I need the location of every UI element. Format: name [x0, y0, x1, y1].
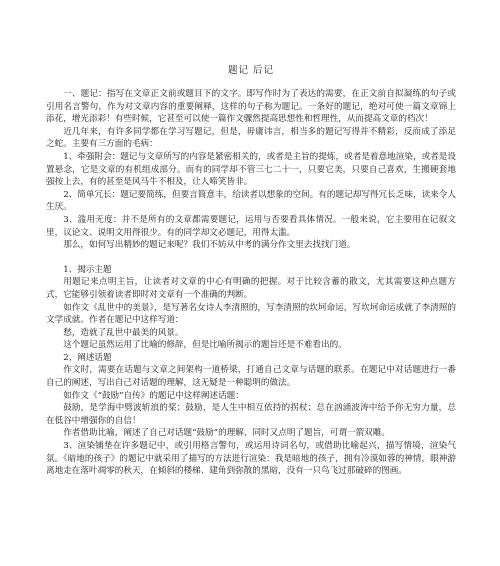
paragraph-definition: 一、题记：指写在文章正文前或题目下的文字。即写作时为了表达的需要，在正文前自拟凝练的句子或引用名言警句，作为对文章内容的重要阐释，这样的句子称为题记。一条好的题记，绝对可使一篇文章锦上添花，增光添彩！有些时候，它甚至可以使一篇作文骤然提高思想性和哲理性，从而提高文章的档次！	[46, 89, 456, 125]
paragraph-gap	[46, 252, 456, 264]
paragraph-section-2-body: 作文时，需要在话题与文章之间架构一道桥梁，打通自己文章与话题的联系。在题记中对话题进行一番自己的阐述，写出自己对话题的理解，这无疑是一种聪明的做法。	[46, 365, 456, 389]
paragraph-question: 那么，如何写出精妙的题记来呢？我们不妨从中考的满分作文里去找找门道。	[63, 240, 356, 251]
section-heading-3-body: 3、渲染铺垫在许多题记中，或引用格言警句，或运用诗词名句，或借助比喻起兴，描写情境，渲染气氛。《暗地的孩子》的题记中就采用了描写的方法进行渲染：我是暗地的孩子，拥有冷漠如蓉的神情，眼神游离地走在落叶凋零的秋天，在倾斜的楼梯、建角到弥散的黑暗，没有一只鸟飞过那破碎的图画。	[46, 441, 456, 477]
paragraph-section-1-body: 用题记来点明主旨，让读者对文章的中心有明确的把握。对于比较含蓄的散文，尤其需要这种点题方式，它能够引领着读者即时对文章有一个准确的判断。	[46, 277, 456, 300]
paragraph-section-2-example: 如作文《“鼓励”自传》的题记中这样阐述话题：	[63, 390, 244, 401]
paragraph-section-1-quote: 愁，造就了乱世中最美的风景。	[63, 327, 184, 338]
paragraph-section-2-note: 作者借助比喻，阐述了自己对话题“鼓励”的理解，同时又点明了题旨，可谓一箭双雕。	[63, 428, 390, 439]
paragraph-section-1-note: 这个题记虽然运用了比喻的修辞，但是比喻所揭示的题旨还是不难看出的。	[63, 340, 347, 351]
paragraph-problem-3: 3、滥用无度：并不是所有的文章都需要题记，运用与否要看具体情况。一般来说，它主要用在记叙文里，议论文、说明文用得很少。有的同学却文必题记，用得太滥。	[46, 214, 456, 238]
document-title: 题记 后记	[227, 65, 275, 76]
paragraph-section-1-example: 如作文《乱世中的美景》，是写著名女诗人李清照的，写李清照的坎坷命运，写坎坷命运成就了李清照的文学成就。作者在题记中这样写道：	[46, 302, 456, 326]
paragraph-section-2-quote: 鼓励，是学海中劈波斩浪的桨；鼓励，是人生中相互依持的拐杖；总在汹涌波涛中给予你无穷力量，总在低谷中增强你的自信！	[46, 403, 456, 426]
paragraph-problem-1: 1、牵强附会：题记与文章所写的内容是紧密相关的，或者是主旨的提炼，或者是着意地渲染，或者是设置悬念，它是文章的有机组成部分。而有的同学却不管三七二十一，只要它美，只要自己喜欢，生搬硬套地强按上去，有的甚至是风马牛不相及，让人啼笑皆非。	[46, 151, 456, 188]
paragraph-problems-intro: 近几年来，有许多同学都在学习写题记，但是，毋庸讳言，相当多的题记写得并不精彩，反而成了添足之蛇。主要有三方面的毛病：	[46, 126, 456, 150]
section-heading-2: 2、阐述话题	[63, 352, 112, 363]
paragraph-problem-2: 2、简单冗长：题记要简练，但要言简意丰，给读者以想象的空间。有的题记却写得冗长乏味，读来令人生厌。	[46, 189, 456, 213]
section-heading-1: 1、揭示主题	[63, 264, 112, 275]
